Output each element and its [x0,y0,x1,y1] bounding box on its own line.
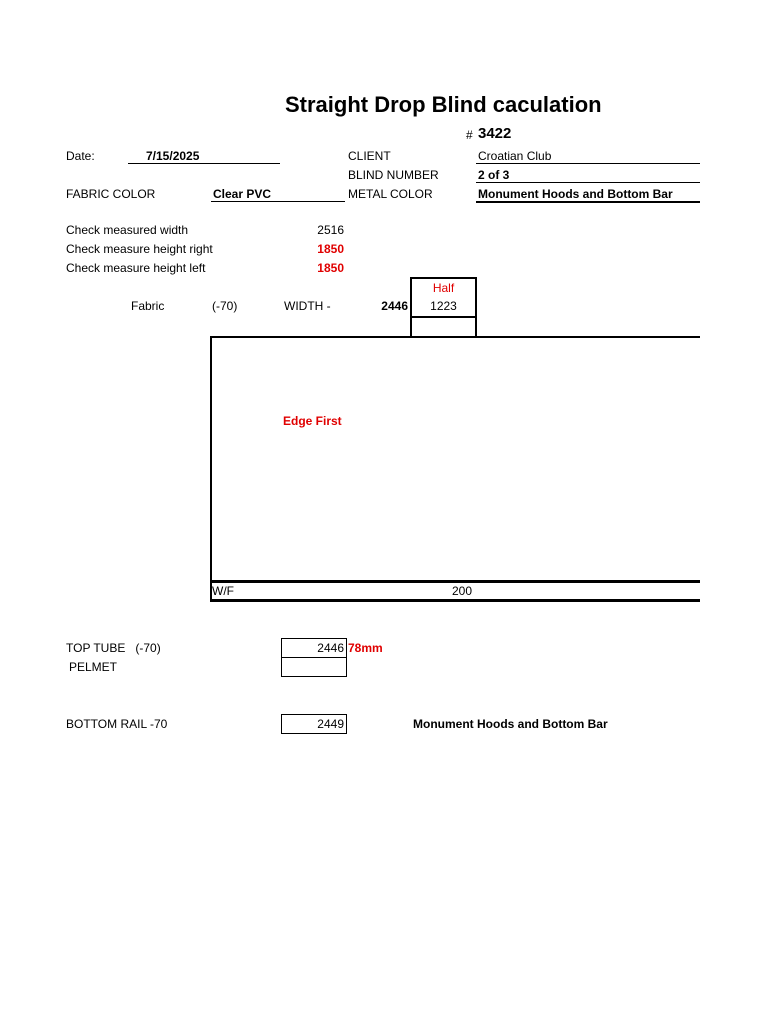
top-tube-label: TOP TUBE (-70) [66,641,161,655]
bottom-rail-note: Monument Hoods and Bottom Bar [413,717,608,731]
half-label: Half [432,281,455,295]
check-label: Check measured width [66,223,189,237]
check-value: 1850 [317,261,344,275]
metal-color-label: METAL COLOR [348,187,433,201]
diagram-note: Edge First [283,414,342,428]
job-number-hash: # [466,128,473,142]
bottom-rail-label: BOTTOM RAIL -70 [66,717,168,731]
pelmet-value [281,657,347,677]
metal-color-value: Monument Hoods and Bottom Bar [476,187,700,203]
blind-number-label: BLIND NUMBER [348,168,439,182]
wf-label: W/F [212,584,234,598]
width-value: 2446 [381,299,408,313]
check-value: 2516 [317,223,344,237]
top-tube-value: 2446 [281,638,347,658]
blind-number-value: 2 of 3 [476,168,700,183]
half-divider [412,316,475,318]
page-title: Straight Drop Blind caculation [285,92,602,117]
check-label: Check measure height left [66,261,206,275]
fabric-label: Fabric [131,299,165,313]
width-label: WIDTH - [284,299,331,313]
check-value: 1850 [317,242,344,256]
fabric-color-label: FABRIC COLOR [66,187,156,201]
wf-value: 200 [452,584,473,598]
blind-diagram [210,336,700,602]
pelmet-label: PELMET [69,660,118,674]
half-value: 1223 [430,299,457,313]
fabric-adjust: (-70) [212,299,238,313]
client-label: CLIENT [348,149,391,163]
check-label: Check measure height right [66,242,213,256]
top-tube-note: 78mm [348,641,383,655]
fabric-color-value: Clear PVC [211,187,345,202]
client-value: Croatian Club [476,149,700,164]
wf-divider [212,580,700,583]
date-label: Date: [66,149,95,163]
date-value: 7/15/2025 [128,149,280,164]
bottom-rail-value: 2449 [281,714,347,734]
job-number: 3422 [478,125,512,142]
